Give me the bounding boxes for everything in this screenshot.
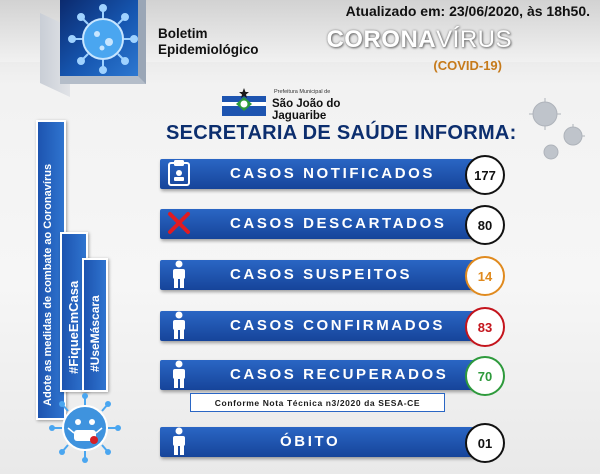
logo-city: São João do Jaguaribe [272, 98, 341, 122]
stat-row-notificados [160, 155, 505, 191]
stat-value-descartados: 80 [465, 205, 505, 245]
stat-label-confirmados: CASOS CONFIRMADOS [230, 317, 446, 334]
municipal-flag-icon [222, 88, 266, 116]
row-icon-box [163, 207, 195, 239]
corona-thin: VÍRUS [436, 26, 512, 53]
decorative-virus-icon [515, 80, 595, 170]
stat-value-suspeitos: 14 [465, 256, 505, 296]
bulletin-title [158, 26, 259, 58]
row-icon-box [163, 258, 195, 290]
red-x-icon [167, 211, 191, 235]
technical-note: Conforme Nota Técnica n3/2020 da SESA-CE [190, 393, 445, 412]
person-icon [170, 427, 188, 455]
stat-row-obito [160, 423, 505, 459]
stat-row-confirmados [160, 307, 505, 343]
stat-value-recuperados: 70 [465, 356, 505, 396]
page-heading: SECRETARIA DE SAÚDE INFORMA: [166, 122, 517, 144]
sidebar-tag-fiqueemcasa: #FiqueEmCasa [66, 280, 81, 374]
stat-value-confirmados: 83 [465, 307, 505, 347]
covid-subtitle: (COVID-19) [433, 58, 502, 73]
stat-label-obito: ÓBITO [280, 433, 341, 450]
stat-value-obito: 01 [465, 423, 505, 463]
virus-mask-icon [40, 388, 130, 468]
stat-row-suspeitos [160, 256, 505, 292]
person-icon [170, 360, 188, 388]
row-icon-box [163, 358, 195, 390]
stat-row-descartados [160, 205, 505, 241]
clipboard-icon [166, 159, 192, 187]
stat-label-recuperados: CASOS RECUPERADOS [230, 366, 449, 383]
stat-label-notificados: CASOS NOTIFICADOS [230, 165, 436, 182]
header-virus-cube [60, 0, 146, 84]
bulletin-title-line2: Epidemiológico [158, 42, 259, 57]
stat-label-descartados: CASOS DESCARTADOS [230, 215, 447, 232]
updated-timestamp: Atualizado em: 23/06/2020, às 18h50. [345, 3, 590, 19]
row-icon-box [163, 425, 195, 457]
sidebar-panel-tag2 [82, 258, 108, 392]
virus-icon [66, 2, 140, 76]
row-icon-box [163, 157, 195, 189]
stat-value-notificados: 177 [465, 155, 505, 195]
stat-row-recuperados [160, 356, 505, 392]
sidebar-tag-usemascara: #UseMáscara [88, 295, 102, 372]
row-icon-box [163, 309, 195, 341]
person-icon [170, 260, 188, 288]
logo-prefeitura: Prefeitura Municipal de [274, 89, 331, 95]
coronavirus-title [326, 26, 512, 54]
corona-bold: CORONA [326, 26, 437, 53]
bulletin-title-line1: Boletim [158, 26, 208, 41]
sidebar-main-text: Adote as medidas de combate ao Coronavírus [42, 163, 54, 406]
person-icon [170, 311, 188, 339]
stat-label-suspeitos: CASOS SUSPEITOS [230, 266, 413, 283]
municipal-logo [222, 86, 392, 122]
